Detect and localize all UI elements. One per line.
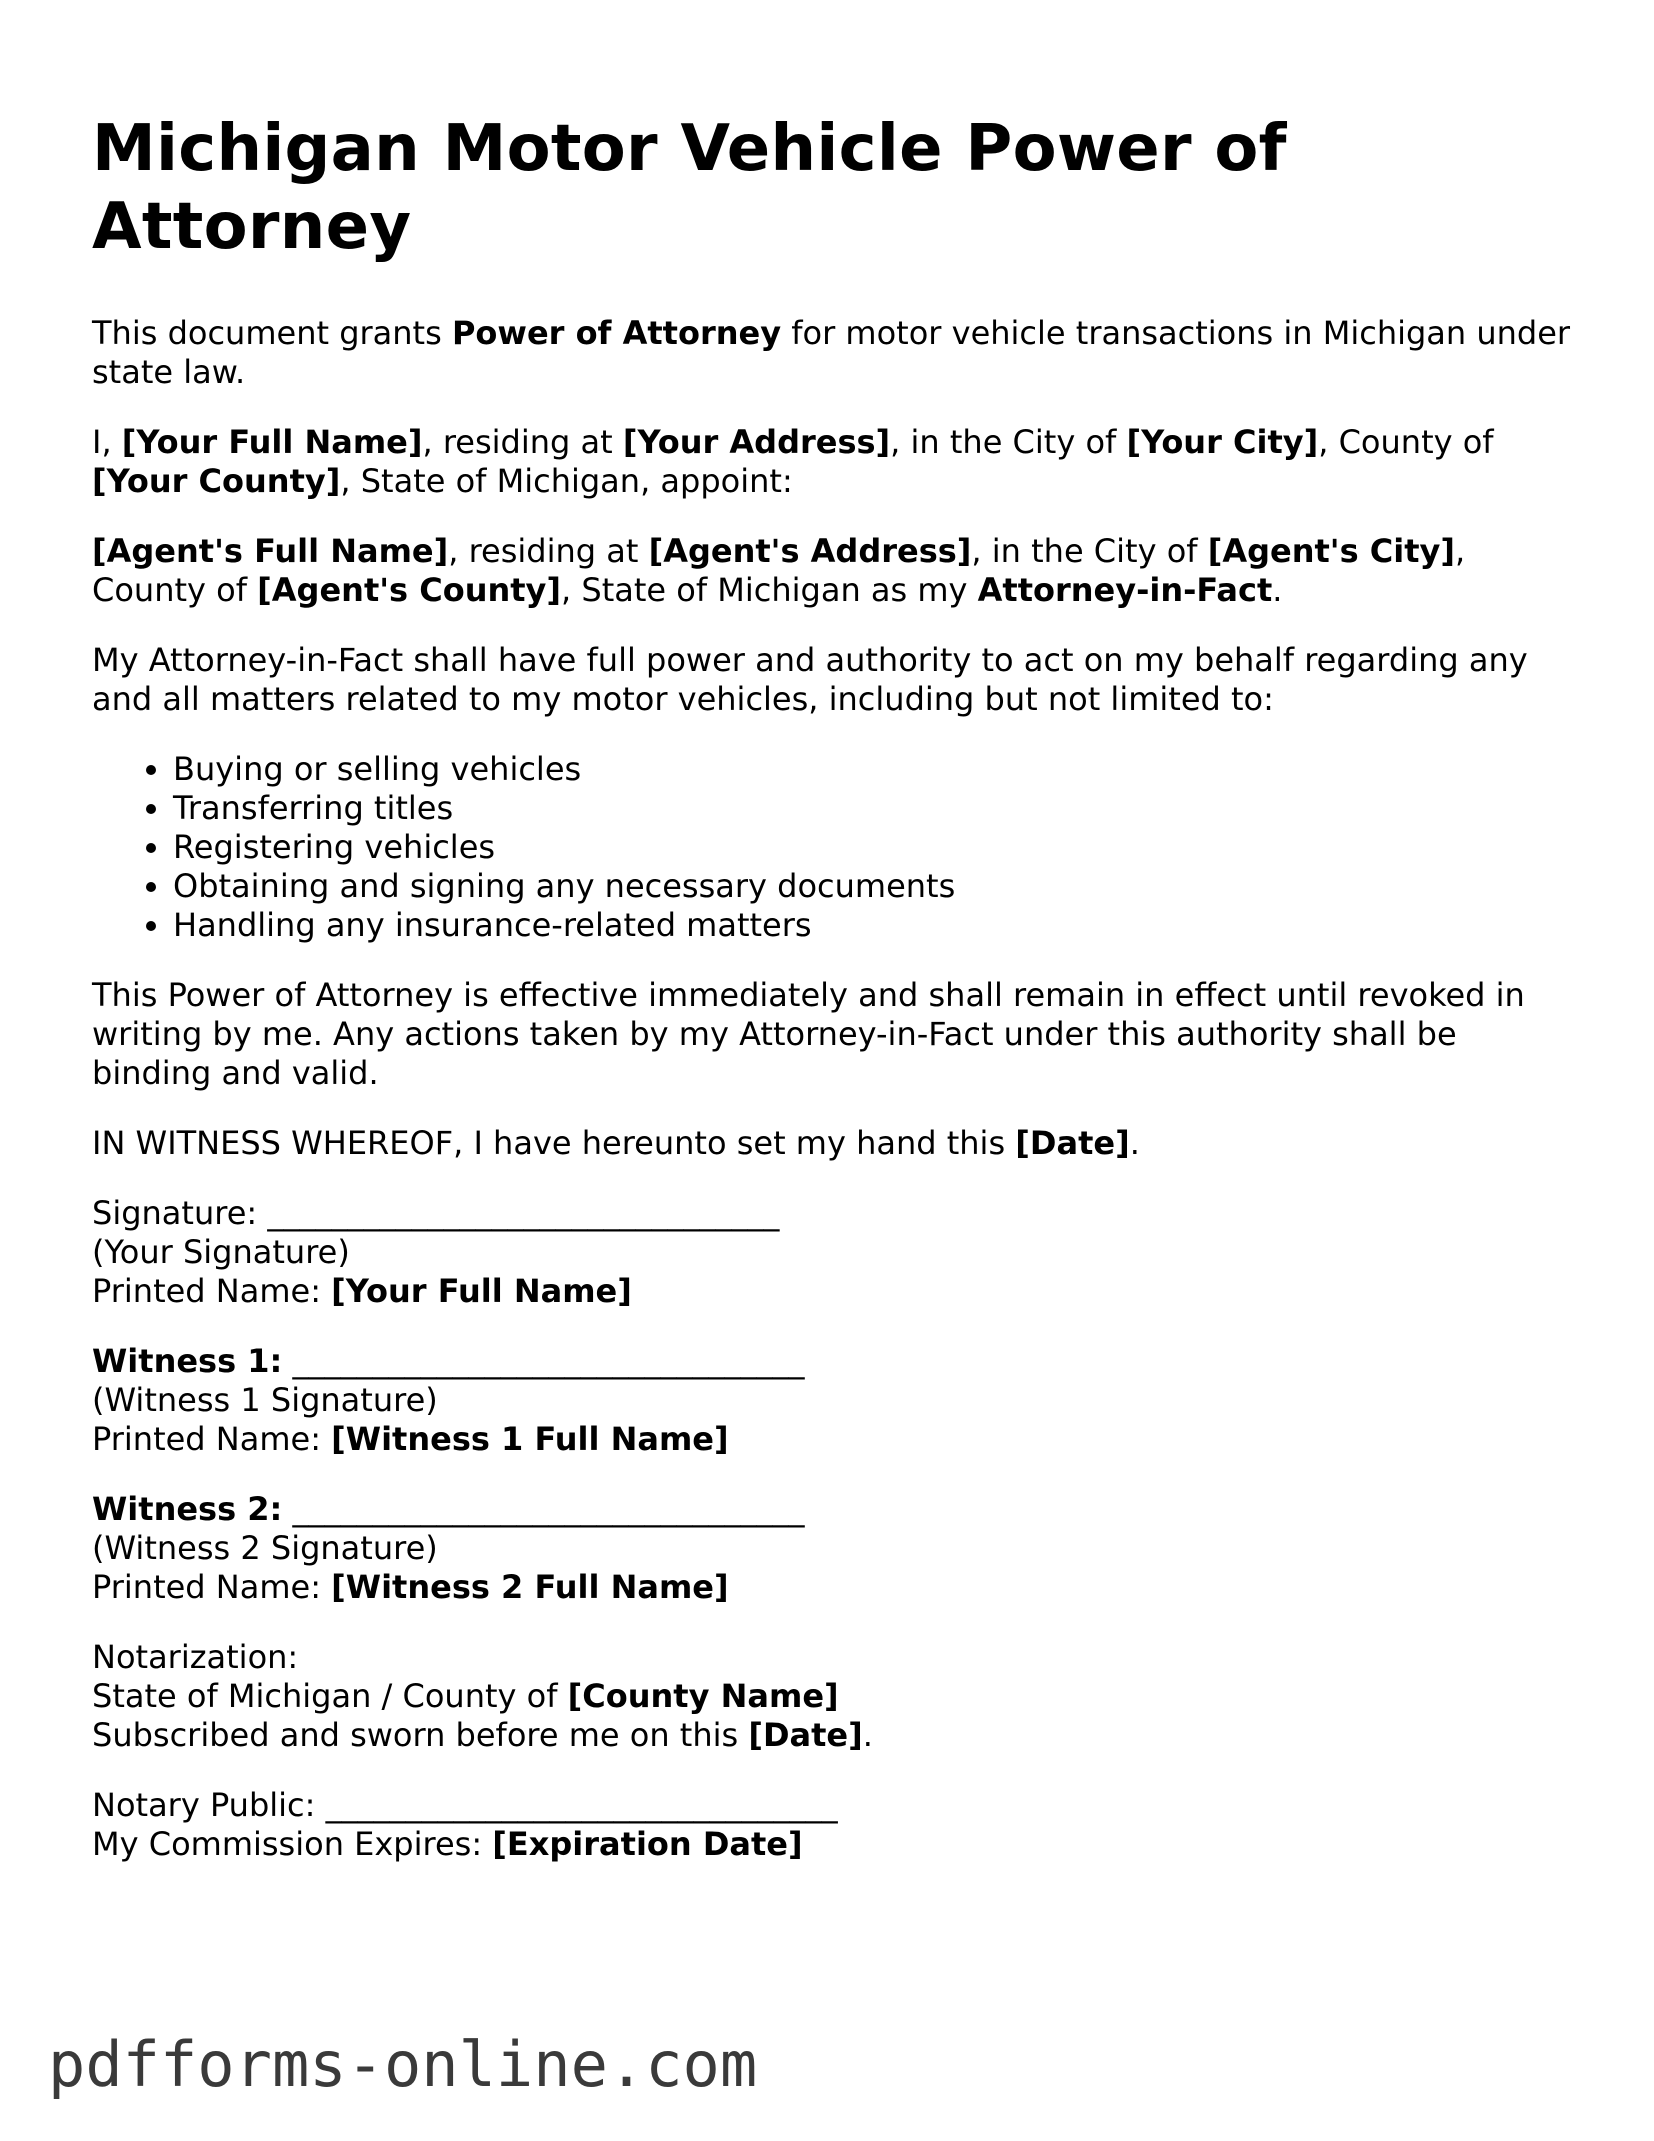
witness-1-row [92,1342,1572,1381]
watermark: pdfforms-online.com [48,2028,758,2101]
signature-line[interactable]: ________________________________ [267,1194,780,1232]
intro-text-post: for motor vehicle transactions in Michigan under state law. [92,314,1571,391]
list-item: • Obtaining and signing any necessary documents [173,867,1572,906]
witness-2-row [92,1490,1572,1529]
document-page [92,110,1572,1895]
principal-text: , residing at [422,423,623,461]
principal-county-field: [Your County] [92,462,341,500]
witness-1-name-field: [Witness 1 Full Name] [331,1420,729,1458]
agent-text: , State of Michigan as my [561,571,978,609]
notarization-county-field: [County Name] [567,1677,839,1715]
agent-city-field: [Agent's City] [1207,532,1455,570]
signature-printed-row [92,1272,1572,1311]
powers-list [92,750,1572,945]
list-item: • Registering vehicles [173,828,1572,867]
principal-city-field: [Your City] [1126,423,1319,461]
notary-row [92,1786,1572,1825]
signature-label: Signature: [92,1194,268,1232]
notarization-block [92,1638,1572,1755]
witness-clause-text: IN WITNESS WHEREOF, I have hereunto set my hand this [92,1124,1016,1162]
agent-paragraph [92,532,1572,610]
printed-name-label: Printed Name: [92,1272,332,1310]
notarization-text: Subscribed and sworn before me on this [92,1716,749,1754]
powers-intro-paragraph: My Attorney-in-Fact shall have full power and authority to act on my behalf regarding any and all matters related to my motor vehicles, including but not limited to: [92,641,1528,718]
principal-text: I, [92,423,122,461]
agent-address-field: [Agent's Address] [648,532,972,570]
list-item: • Handling any insurance-related matters [173,906,1572,945]
agent-text: , County of [92,532,1466,609]
witness-2-name-field: [Witness 2 Full Name] [331,1568,729,1606]
document-title: Michigan Motor Vehicle Power of Attorney [92,112,1287,264]
intro-text-bold: Power of Attorney [451,314,782,352]
principal-text: , State of Michigan, appoint: [340,462,793,500]
list-item: • Buying or selling vehicles [173,750,1572,789]
witness-1-label: Witness 1: [92,1342,283,1380]
notary-signature-line[interactable]: ________________________________ [325,1786,838,1824]
signature-block [92,1194,1572,1311]
notarization-text: . [862,1716,873,1754]
commission-row [92,1825,1572,1864]
principal-text: , County of [1318,423,1494,461]
intro-text-pre: This document grants [92,314,452,352]
intro-paragraph [92,314,1572,392]
witness-clause-text: . [1129,1124,1140,1162]
agent-text: , residing at [448,532,649,570]
agent-role: Attorney-in-Fact [977,571,1273,609]
signature-caption: (Your Signature) [92,1233,350,1271]
witness-2-block [92,1490,1572,1607]
agent-name-field: [Agent's Full Name] [92,532,449,570]
notary-block [92,1786,1572,1864]
principal-name-field: [Your Full Name] [121,423,423,461]
witness-1-signature-line[interactable]: ________________________________ [282,1342,805,1380]
witness-1-caption: (Witness 1 Signature) [92,1381,438,1419]
commission-label: My Commission Expires: [92,1825,493,1863]
agent-county-field: [Agent's County] [257,571,562,609]
notarization-date-field: [Date] [748,1716,863,1754]
agent-text: . [1272,571,1283,609]
notarization-state-row [92,1677,1572,1716]
signature-row [92,1194,1572,1233]
notarization-sworn-row [92,1716,1572,1755]
notary-label: Notary Public: [92,1786,326,1824]
notarization-text: State of Michigan / County of [92,1677,568,1715]
printed-name-label: Printed Name: [92,1420,332,1458]
expiration-date-field: [Expiration Date] [492,1825,803,1863]
list-item: • Transferring titles [173,789,1572,828]
principal-address-field: [Your Address] [622,423,891,461]
witness-2-signature-line[interactable]: ________________________________ [282,1490,805,1528]
witness-clause-date-field: [Date] [1015,1124,1130,1162]
printed-name-label: Printed Name: [92,1568,332,1606]
principal-paragraph [92,423,1572,501]
witness-2-label: Witness 2: [92,1490,283,1528]
printed-name-field: [Your Full Name] [331,1272,632,1310]
agent-text: , in the City of [971,532,1208,570]
principal-text: , in the City of [890,423,1127,461]
effective-paragraph: This Power of Attorney is effective immediately and shall remain in effect until revoked in writing by me. Any actions taken by my Attorney-in-Fact under this authority shall be binding and valid. [92,976,1525,1092]
witness-1-block [92,1342,1572,1459]
witness-2-caption: (Witness 2 Signature) [92,1529,438,1567]
notarization-heading: Notarization: [92,1638,299,1676]
witness-clause [92,1124,1572,1163]
witness-1-printed-row [92,1420,1572,1459]
witness-2-printed-row [92,1568,1572,1607]
